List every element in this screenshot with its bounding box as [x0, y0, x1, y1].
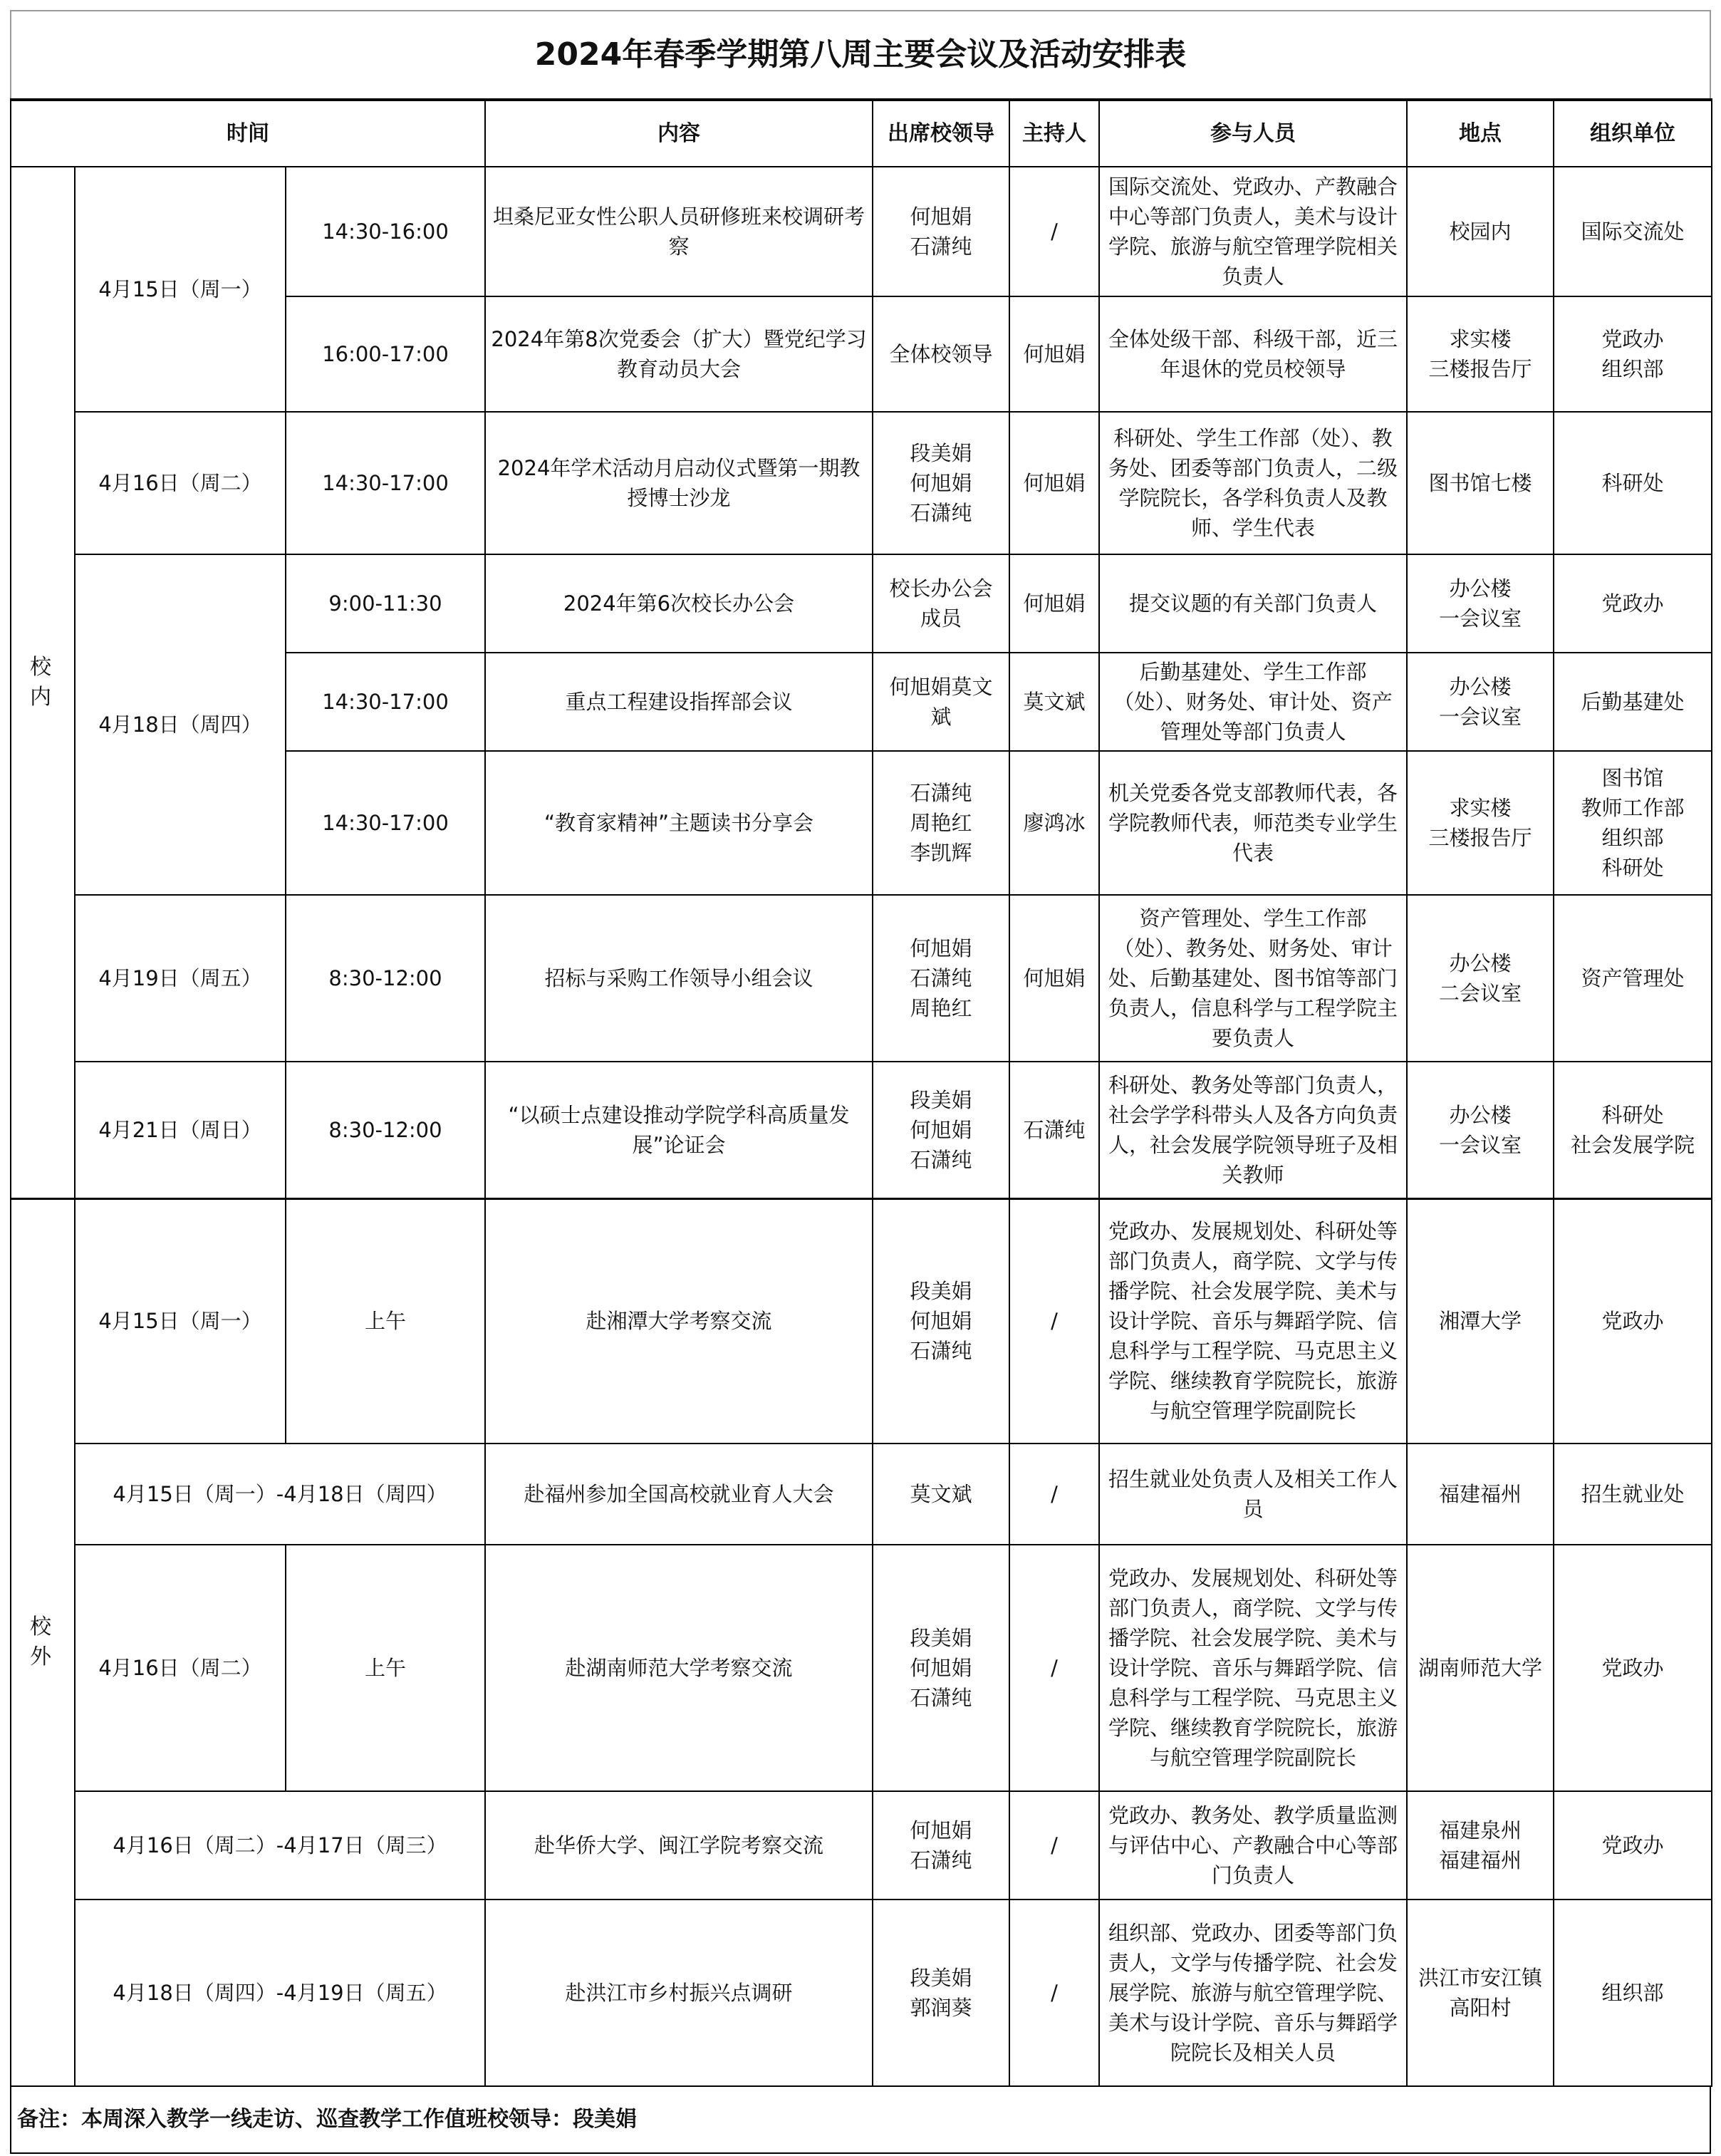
host-cell: / — [1009, 1900, 1099, 2086]
header-content: 内容 — [485, 100, 873, 167]
time-cell: 上午 — [286, 1198, 485, 1444]
section-on-campus: 校内 — [11, 167, 75, 1198]
participants-cell: 提交议题的有关部门负责人 — [1099, 554, 1407, 653]
table-row — [11, 1062, 1712, 1198]
participants-cell: 党政办、发展规划处、科研处等部门负责人，商学院、文学与传播学院、社会发展学院、美术与设计学院、音乐与舞蹈学院、信息科学与工程学院、马克思主义学院、继续教育学院院长，旅游与航空管理学院副院长 — [1099, 1198, 1407, 1444]
time-cell: 9:00-11:30 — [286, 554, 485, 653]
time-cell: 14:30-16:00 — [286, 167, 485, 296]
table-row — [11, 412, 1712, 554]
header-organizer: 组织单位 — [1554, 100, 1712, 167]
table-row — [11, 1900, 1712, 2086]
organizer-cell: 资产管理处 — [1554, 895, 1712, 1062]
location-cell: 福建泉州 福建福州 — [1407, 1791, 1554, 1900]
content-cell: 2024年学术活动月启动仪式暨第一期教授博士沙龙 — [485, 412, 873, 554]
location-cell: 洪江市安江镇 高阳村 — [1407, 1900, 1554, 2086]
organizer-cell: 党政办 — [1554, 1198, 1712, 1444]
date-range-cell: 4月15日（周一）-4月18日（周四） — [75, 1444, 485, 1545]
content-cell: 2024年第8次党委会（扩大）暨党纪学习教育动员大会 — [485, 296, 873, 412]
table-row — [11, 554, 1712, 653]
host-cell: 莫文斌 — [1009, 653, 1099, 751]
table-row — [11, 895, 1712, 1062]
date-cell: 4月18日（周四） — [75, 554, 286, 895]
header-leaders: 出席校领导 — [873, 100, 1009, 167]
host-cell: 何旭娟 — [1009, 412, 1099, 554]
content-cell: “以硕士点建设推动学院学科高质量发展”论证会 — [485, 1062, 873, 1198]
content-cell: 坦桑尼亚女性公职人员研修班来校调研考察 — [485, 167, 873, 296]
participants-cell: 全体处级干部、科级干部，近三年退休的党员校领导 — [1099, 296, 1407, 412]
date-cell: 4月19日（周五） — [75, 895, 286, 1062]
date-cell: 4月15日（周一） — [75, 167, 286, 412]
time-cell: 14:30-17:00 — [286, 751, 485, 895]
time-cell: 14:30-17:00 — [286, 412, 485, 554]
location-cell: 办公楼 二会议室 — [1407, 895, 1554, 1062]
content-cell: 赴福州参加全国高校就业育人大会 — [485, 1444, 873, 1545]
organizer-cell: 招生就业处 — [1554, 1444, 1712, 1545]
date-range-cell: 4月16日（周二）-4月17日（周三） — [75, 1791, 485, 1900]
content-cell: 2024年第6次校长办公会 — [485, 554, 873, 653]
host-cell: / — [1009, 1444, 1099, 1545]
header-row — [11, 100, 1712, 167]
page-title: 2024年春季学期第八周主要会议及活动安排表 — [10, 10, 1711, 98]
location-cell: 办公楼 一会议室 — [1407, 554, 1554, 653]
organizer-cell: 科研处 社会发展学院 — [1554, 1062, 1712, 1198]
location-cell: 求实楼 三楼报告厅 — [1407, 751, 1554, 895]
date-range-cell: 4月18日（周四）-4月19日（周五） — [75, 1900, 485, 2086]
participants-cell: 科研处、学生工作部（处）、教务处、团委等部门负责人，二级学院院长，各学科负责人及教师、学生代表 — [1099, 412, 1407, 554]
leaders-cell: 段美娟 何旭娟 石潇纯 — [873, 1062, 1009, 1198]
organizer-cell: 图书馆 教师工作部 组织部 科研处 — [1554, 751, 1712, 895]
time-cell: 8:30-12:00 — [286, 895, 485, 1062]
host-cell: 何旭娟 — [1009, 895, 1099, 1062]
schedule-sheet — [10, 10, 1711, 2146]
section-off-campus: 校外 — [11, 1198, 75, 2086]
host-cell: / — [1009, 1791, 1099, 1900]
content-cell: 赴湖南师范大学考察交流 — [485, 1545, 873, 1791]
participants-cell: 科研处、教务处等部门负责人，社会学学科带头人及各方向负责人，社会发展学院领导班子及相关教师 — [1099, 1062, 1407, 1198]
organizer-cell: 党政办 — [1554, 554, 1712, 653]
time-cell: 上午 — [286, 1545, 485, 1791]
leaders-cell: 石潇纯 周艳红 李凯辉 — [873, 751, 1009, 895]
footer-note: 备注：本周深入教学一线走访、巡查教学工作值班校领导：段美娟 — [10, 2087, 1711, 2154]
host-cell: / — [1009, 167, 1099, 296]
table-row — [11, 167, 1712, 296]
organizer-cell: 党政办 组织部 — [1554, 296, 1712, 412]
table-row — [11, 1545, 1712, 1791]
location-cell: 办公楼 一会议室 — [1407, 1062, 1554, 1198]
host-cell: / — [1009, 1545, 1099, 1791]
participants-cell: 资产管理处、学生工作部（处）、教务处、财务处、审计处、后勤基建处、图书馆等部门负责人，信息科学与工程学院主要负责人 — [1099, 895, 1407, 1062]
participants-cell: 组织部、党政办、团委等部门负责人，文学与传播学院、社会发展学院、旅游与航空管理学院、美术与设计学院、音乐与舞蹈学院院长及相关人员 — [1099, 1900, 1407, 2086]
table-row — [11, 1198, 1712, 1444]
organizer-cell: 组织部 — [1554, 1900, 1712, 2086]
header-time: 时间 — [11, 100, 485, 167]
organizer-cell: 党政办 — [1554, 1791, 1712, 1900]
content-cell: 重点工程建设指挥部会议 — [485, 653, 873, 751]
host-cell: / — [1009, 1198, 1099, 1444]
leaders-cell: 何旭娟莫文斌 — [873, 653, 1009, 751]
participants-cell: 招生就业处负责人及相关工作人员 — [1099, 1444, 1407, 1545]
date-cell: 4月16日（周二） — [75, 1545, 286, 1791]
organizer-cell: 国际交流处 — [1554, 167, 1712, 296]
time-cell: 8:30-12:00 — [286, 1062, 485, 1198]
date-cell: 4月16日（周二） — [75, 412, 286, 554]
time-cell: 16:00-17:00 — [286, 296, 485, 412]
header-participants: 参与人员 — [1099, 100, 1407, 167]
location-cell: 办公楼 一会议室 — [1407, 653, 1554, 751]
content-cell: 赴华侨大学、闽江学院考察交流 — [485, 1791, 873, 1900]
leaders-cell: 莫文斌 — [873, 1444, 1009, 1545]
organizer-cell: 科研处 — [1554, 412, 1712, 554]
leaders-cell: 何旭娟 石潇纯 — [873, 1791, 1009, 1900]
participants-cell: 机关党委各党支部教师代表，各学院教师代表，师范类专业学生代表 — [1099, 751, 1407, 895]
time-cell: 14:30-17:00 — [286, 653, 485, 751]
location-cell: 校园内 — [1407, 167, 1554, 296]
table-row — [11, 1444, 1712, 1545]
leaders-cell: 段美娟 何旭娟 石潇纯 — [873, 412, 1009, 554]
schedule-table — [10, 98, 1712, 2087]
location-cell: 湘潭大学 — [1407, 1198, 1554, 1444]
content-cell: 招标与采购工作领导小组会议 — [485, 895, 873, 1062]
date-cell: 4月21日（周日） — [75, 1062, 286, 1198]
location-cell: 湖南师范大学 — [1407, 1545, 1554, 1791]
location-cell: 图书馆七楼 — [1407, 412, 1554, 554]
participants-cell: 党政办、教务处、教学质量监测与评估中心、产教融合中心等部门负责人 — [1099, 1791, 1407, 1900]
leaders-cell: 何旭娟 石潇纯 周艳红 — [873, 895, 1009, 1062]
content-cell: 赴洪江市乡村振兴点调研 — [485, 1900, 873, 2086]
leaders-cell: 段美娟 何旭娟 石潇纯 — [873, 1198, 1009, 1444]
organizer-cell: 后勤基建处 — [1554, 653, 1712, 751]
participants-cell: 党政办、发展规划处、科研处等部门负责人，商学院、文学与传播学院、社会发展学院、美术与设计学院、音乐与舞蹈学院、信息科学与工程学院、马克思主义学院、继续教育学院院长，旅游与航空管理学院副院长 — [1099, 1545, 1407, 1791]
table-row — [11, 1791, 1712, 1900]
host-cell: 何旭娟 — [1009, 296, 1099, 412]
host-cell: 廖鸿冰 — [1009, 751, 1099, 895]
location-cell: 求实楼 三楼报告厅 — [1407, 296, 1554, 412]
date-cell: 4月15日（周一） — [75, 1198, 286, 1444]
host-cell: 石潇纯 — [1009, 1062, 1099, 1198]
content-cell: “教育家精神”主题读书分享会 — [485, 751, 873, 895]
leaders-cell: 何旭娟 石潇纯 — [873, 167, 1009, 296]
leaders-cell: 全体校领导 — [873, 296, 1009, 412]
host-cell: 何旭娟 — [1009, 554, 1099, 653]
participants-cell: 国际交流处、党政办、产教融合中心等部门负责人，美术与设计学院、旅游与航空管理学院相关负责人 — [1099, 167, 1407, 296]
header-location: 地点 — [1407, 100, 1554, 167]
leaders-cell: 段美娟 郭润葵 — [873, 1900, 1009, 2086]
participants-cell: 后勤基建处、学生工作部（处）、财务处、审计处、资产管理处等部门负责人 — [1099, 653, 1407, 751]
content-cell: 赴湘潭大学考察交流 — [485, 1198, 873, 1444]
leaders-cell: 段美娟 何旭娟 石潇纯 — [873, 1545, 1009, 1791]
header-host: 主持人 — [1009, 100, 1099, 167]
leaders-cell: 校长办公会成员 — [873, 554, 1009, 653]
organizer-cell: 党政办 — [1554, 1545, 1712, 1791]
location-cell: 福建福州 — [1407, 1444, 1554, 1545]
